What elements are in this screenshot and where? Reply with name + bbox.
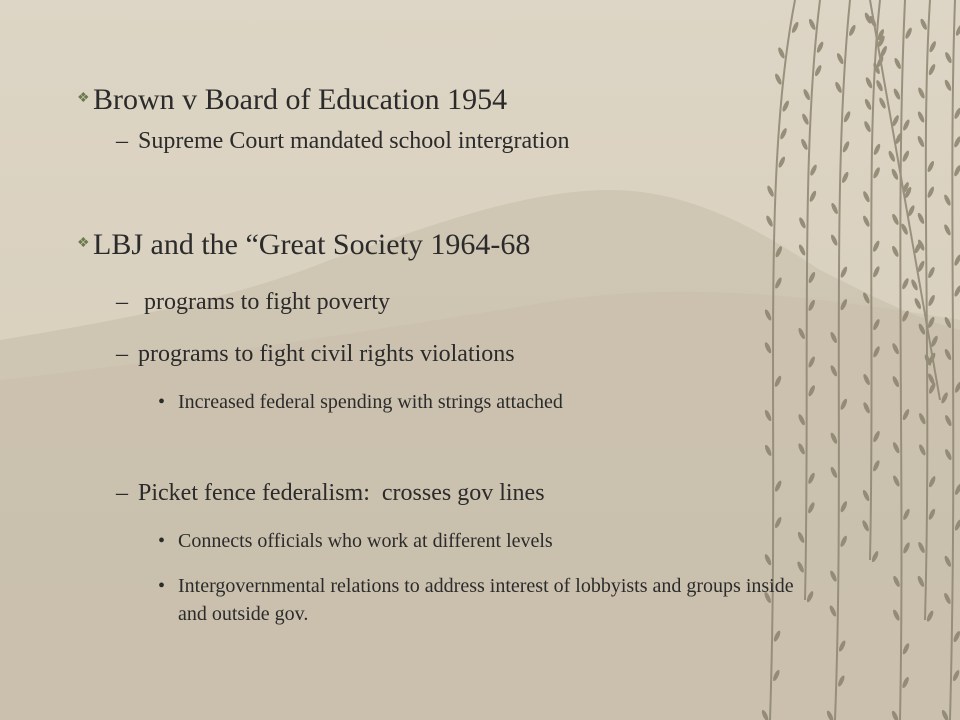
point-text: Connects officials who work at different levels: [178, 530, 553, 552]
point-text: Increased federal spending with strings attached: [178, 391, 563, 413]
heading-brown-v-board: Brown v Board of Education 1954: [93, 83, 508, 116]
subpoint-supreme-court: [116, 125, 636, 158]
bullet-dot: •: [158, 530, 166, 552]
subpoint-picket-fence: [116, 477, 796, 510]
subpoint-text: Picket fence federalism: crosses gov lines: [138, 480, 545, 506]
diamond-bullet-icon: ❖: [77, 91, 90, 106]
dash-marker: –: [116, 341, 128, 367]
subpoint-text: Supreme Court mandated school intergration: [138, 128, 570, 154]
dash-marker: –: [116, 480, 128, 506]
dash-marker: –: [116, 128, 128, 154]
bullet-dot: •: [158, 575, 166, 597]
point-text: Intergovernmental relations to address interest of lobbyists and groups inside and outside gov.: [178, 575, 794, 625]
bullet-dot: •: [158, 391, 166, 413]
subpoint-text: programs to fight poverty: [138, 289, 390, 315]
subpoint-fight-poverty: [116, 286, 756, 319]
subpoint-civil-rights: [116, 338, 756, 371]
subpoint-text: programs to fight civil rights violations: [138, 341, 515, 367]
heading-lbj-great-society: LBJ and the “Great Society 1964-68: [93, 228, 531, 261]
point-intergovernmental: [158, 572, 798, 628]
diamond-bullet-icon: ❖: [77, 236, 90, 251]
dash-marker: –: [116, 289, 128, 315]
point-connects-officials: [158, 527, 818, 555]
point-federal-spending: [158, 388, 718, 416]
